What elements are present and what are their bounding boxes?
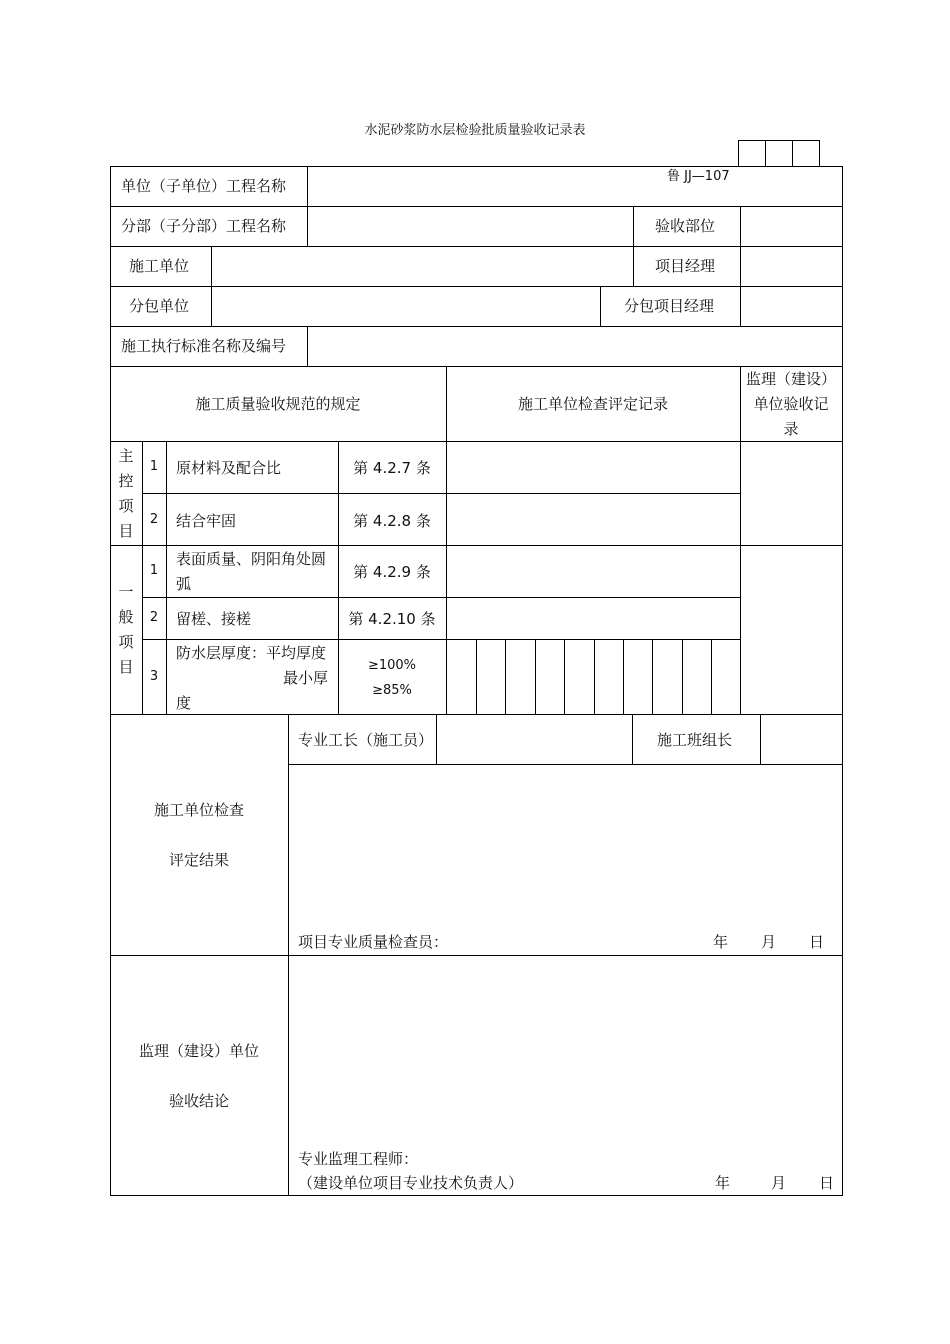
grid-line [110,441,843,442]
item-clause: 第 4.2.7 条 [353,459,431,477]
tech-lead-label: （建设单位项目专业技术负责人） [298,1174,524,1192]
grid-line [652,639,653,714]
quality-inspector-label: 项目专业质量检查员： [298,933,449,951]
table-border [842,166,843,1196]
form-title: 水泥砂浆防水层检验批质量验收记录表 [364,123,586,138]
grid-line [142,597,741,598]
code-boxes [738,140,820,166]
item-name-line1: 防水层厚度：平均厚度 [176,644,327,662]
subcontract-unit-label: 分包单位 [129,297,190,315]
grid-line [110,955,843,956]
general-label-1: 一 [118,583,134,601]
table-border [110,166,843,167]
grid-line [436,714,437,764]
grid-line [623,639,624,714]
item-number: 1 [149,563,159,578]
acceptance-part-label: 验收部位 [655,217,716,235]
grid-line [110,545,843,546]
main-control-label-1: 主 [118,447,134,465]
spec-column-header: 施工质量验收规范的规定 [195,395,361,413]
grid-line [211,246,212,326]
main-control-label-4: 目 [118,522,134,540]
grid-line [594,639,595,714]
item-name-line1: 表面质量、阴阳角处圆 [176,550,327,568]
grid-line [600,286,601,326]
grid-line [110,246,843,247]
grid-line [142,493,741,494]
item-clause: 第 4.2.10 条 [348,610,436,628]
inspection-year: 年 [713,933,729,951]
grid-line [446,366,447,715]
item-number: 2 [149,512,159,527]
general-label-3: 项 [118,633,134,651]
avg-thickness-criterion: ≥100% [367,658,417,673]
grid-line [711,639,712,714]
item-number: 1 [149,459,159,474]
grid-line [110,366,843,367]
grid-line [288,764,843,765]
item-clause: 第 4.2.8 条 [353,512,431,530]
supervision-month: 月 [771,1174,787,1192]
supervision-header-line3: 录 [783,420,799,438]
form-code: 鲁 JJ—107 [667,169,730,184]
team-leader-label: 施工班组长 [657,731,733,749]
inspection-label-line1: 施工单位检查 [153,801,244,819]
supervision-day: 日 [819,1174,835,1192]
subcontract-manager-label: 分包项目经理 [624,297,715,315]
main-control-label-2: 控 [118,472,134,490]
inspection-month: 月 [761,933,777,951]
inspection-label-line2: 评定结果 [168,851,229,869]
item-number: 3 [149,669,159,684]
supervision-header-line2: 单位验收记 [753,395,829,413]
item-name-line3: 度 [176,694,192,712]
unit-project-name-label: 单位（子单位）工程名称 [121,177,287,195]
item-clause: 第 4.2.9 条 [353,563,431,581]
grid-line [564,639,565,714]
grid-line [110,286,843,287]
grid-line [166,441,167,715]
grid-line [535,639,536,714]
grid-line [682,639,683,714]
item-name-line2: 最小厚 [283,669,329,687]
supervision-engineer-label: 专业监理工程师： [298,1150,419,1168]
min-thickness-criterion: ≥85% [372,683,412,698]
general-label-2: 般 [118,608,134,626]
main-control-label-3: 项 [118,497,134,515]
supervision-year: 年 [715,1174,731,1192]
grid-line [633,206,634,286]
project-manager-label: 项目经理 [655,257,716,275]
grid-line [110,714,843,715]
table-border [110,1195,843,1196]
grid-line [505,639,506,714]
grid-line [307,326,308,366]
grid-line [740,206,741,326]
general-label-4: 目 [118,658,134,676]
supervision-label-line1: 监理（建设）单位 [138,1042,259,1060]
grid-line [307,166,308,246]
supervision-label-line2: 验收结论 [168,1092,229,1110]
construction-unit-label: 施工单位 [129,257,190,275]
grid-line [110,326,843,327]
standard-name-label: 施工执行标准名称及编号 [121,337,287,355]
grid-line [632,714,633,764]
foreman-label: 专业工长（施工员） [298,731,434,749]
supervision-header-line1: 监理（建设） [745,370,836,388]
item-name: 原材料及配合比 [176,459,282,477]
item-name-line2: 弧 [176,575,192,593]
item-name: 留槎、接槎 [176,610,252,628]
sub-project-name-label: 分部（子分部）工程名称 [121,217,287,235]
grid-line [760,714,761,764]
grid-line [476,639,477,714]
item-number: 2 [149,610,159,625]
record-column-header: 施工单位检查评定记录 [517,395,668,413]
grid-line [110,206,843,207]
item-name: 结合牢固 [176,512,237,530]
inspection-day: 日 [809,933,825,951]
